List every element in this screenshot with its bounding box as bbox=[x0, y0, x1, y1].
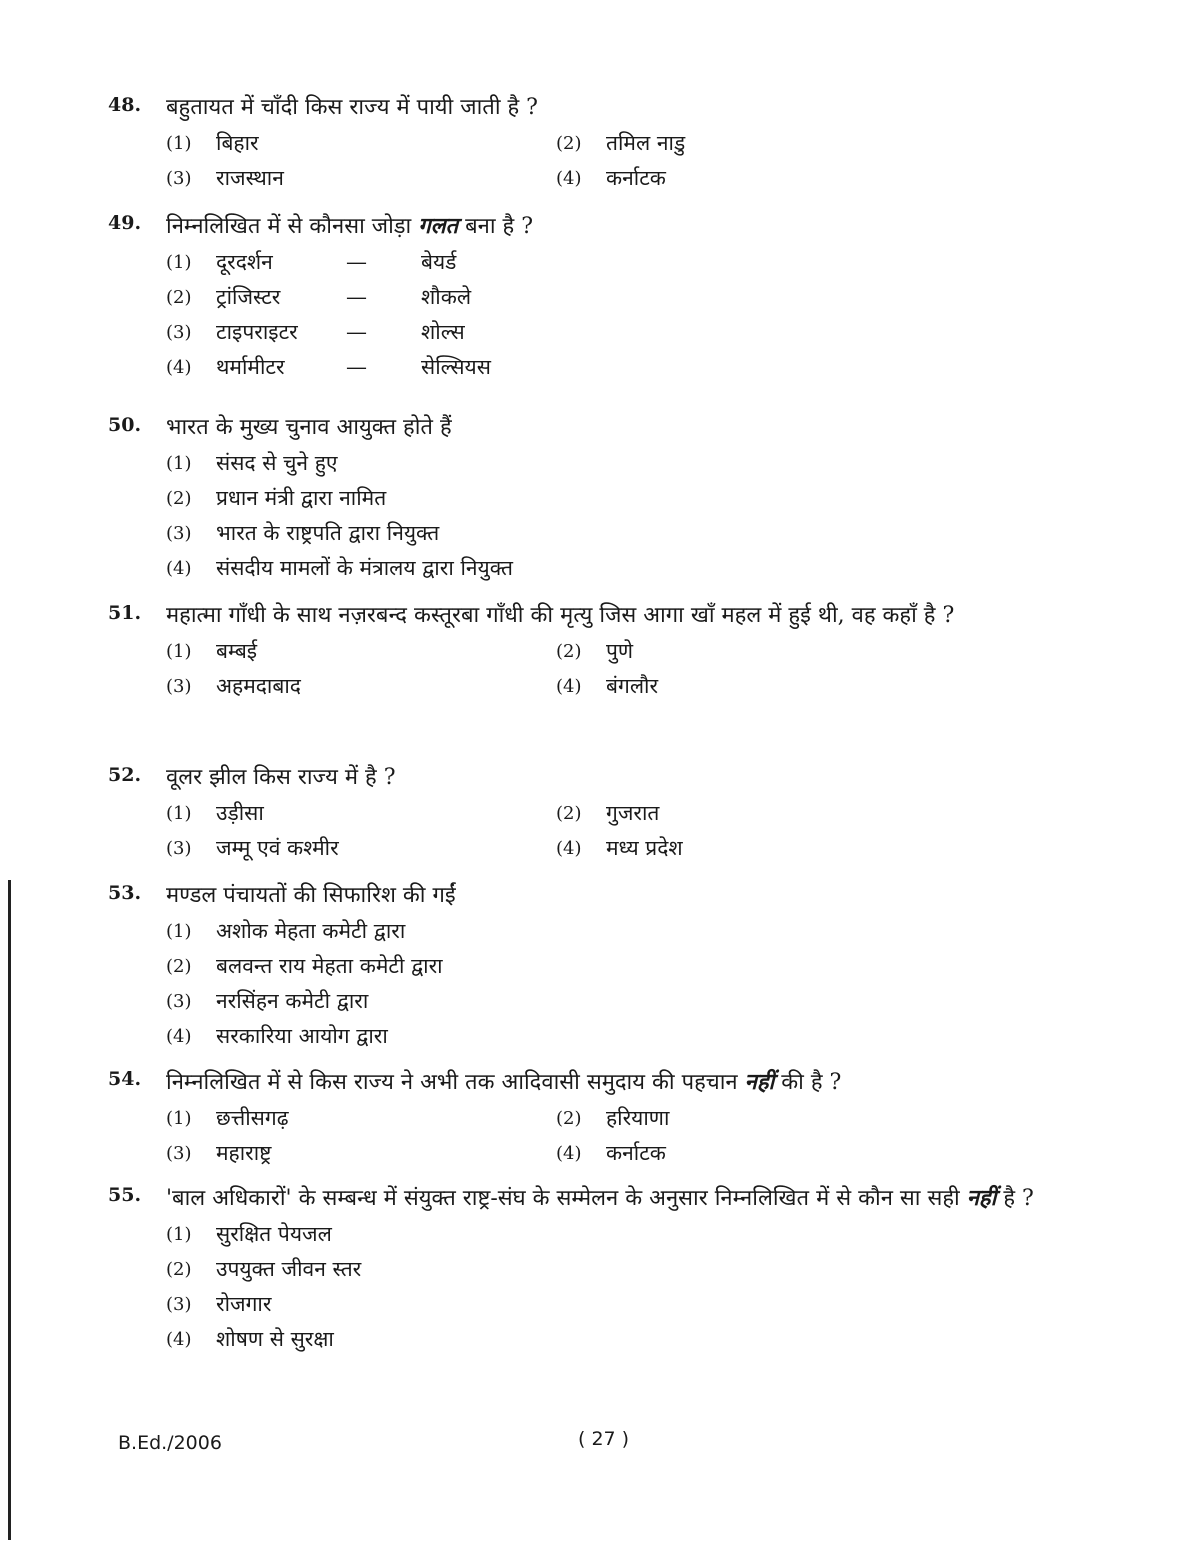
question-number: 52. bbox=[108, 764, 142, 786]
option-3: (3) भारत के राष्ट्रपति द्वारा नियुक्त bbox=[166, 521, 440, 545]
question-54 bbox=[108, 1064, 1098, 1171]
options bbox=[166, 245, 1098, 385]
option-1: (1) बिहार bbox=[166, 131, 259, 155]
option-1: (1) दूरदर्शन — बेयर्ड bbox=[166, 250, 457, 274]
question-text: निम्नलिखित में से कौनसा जोड़ा गलत बना है ? bbox=[166, 213, 534, 239]
emphasis: गलत bbox=[418, 213, 459, 239]
question-text: निम्नलिखित में से किस राज्य ने अभी तक आदिवासी समुदाय की पहचान नहीं की है ? bbox=[166, 1069, 842, 1095]
question-55 bbox=[108, 1180, 1098, 1357]
question-number: 51. bbox=[108, 602, 142, 624]
question-number: 55. bbox=[108, 1184, 142, 1206]
option-2: (2) ट्रांजिस्टर — शौकले bbox=[166, 285, 472, 309]
question-53 bbox=[108, 878, 1098, 1054]
question-number: 54. bbox=[108, 1068, 142, 1090]
question-text: मण्डल पंचायतों की सिफारिश की गईं bbox=[166, 883, 456, 908]
option-1: (1) छत्तीसगढ़ bbox=[166, 1106, 289, 1130]
option-2: (2) उपयुक्त जीवन स्तर bbox=[166, 1257, 362, 1281]
option-2: (2) हरियाणा bbox=[556, 1106, 670, 1130]
option-4: (4) मध्य प्रदेश bbox=[556, 836, 683, 860]
option-3: (3) अहमदाबाद bbox=[166, 674, 301, 698]
option-2: (2) तमिल नाडु bbox=[556, 131, 686, 155]
question-text: वूलर झील किस राज्य में है ? bbox=[166, 765, 396, 790]
page-number: ( 27 ) bbox=[578, 1428, 630, 1450]
option-3: (3) महाराष्ट्र bbox=[166, 1141, 272, 1165]
options bbox=[166, 446, 1098, 586]
option-2: (2) पुणे bbox=[556, 639, 634, 663]
option-4: (4) बंगलौर bbox=[556, 674, 659, 698]
option-3: (3) नरसिंहन कमेटी द्वारा bbox=[166, 989, 369, 1013]
question-51 bbox=[108, 598, 1098, 704]
option-4: (4) कर्नाटक bbox=[556, 166, 666, 190]
option-1: (1) सुरक्षित पेयजल bbox=[166, 1222, 332, 1246]
option-2: (2) बलवन्त राय मेहता कमेटी द्वारा bbox=[166, 954, 443, 978]
question-number: 48. bbox=[108, 94, 142, 116]
option-1: (1) अशोक मेहता कमेटी द्वारा bbox=[166, 919, 406, 943]
question-number: 50. bbox=[108, 414, 142, 436]
option-1: (1) उड़ीसा bbox=[166, 801, 264, 825]
option-4: (4) शोषण से सुरक्षा bbox=[166, 1327, 334, 1351]
option-3: (3) जम्मू एवं कश्मीर bbox=[166, 836, 339, 860]
option-4: (4) संसदीय मामलों के मंत्रालय द्वारा नियुक्त bbox=[166, 556, 513, 580]
option-4: (4) कर्नाटक bbox=[556, 1141, 666, 1165]
option-3: (3) टाइपराइटर — शोल्स bbox=[166, 320, 465, 344]
option-2: (2) गुजरात bbox=[556, 801, 660, 825]
question-50 bbox=[108, 410, 1098, 586]
question-number: 53. bbox=[108, 882, 142, 904]
emphasis: नहीं bbox=[966, 1185, 997, 1211]
emphasis: नहीं bbox=[744, 1069, 775, 1095]
scan-edge bbox=[8, 880, 11, 1540]
option-1: (1) बम्बई bbox=[166, 639, 258, 663]
exam-code: B.Ed./2006 bbox=[118, 1432, 222, 1454]
option-3: (3) रोजगार bbox=[166, 1292, 272, 1316]
question-text: 'बाल अधिकारों' के सम्बन्ध में संयुक्त राष्ट्र-संघ के सम्मेलन के अनुसार निम्नलिखित में से कौन सा सही नहीं है ? bbox=[166, 1185, 1034, 1211]
question-text: महात्मा गाँधी के साथ नज़रबन्द कस्तूरबा गाँधी की मृत्यु जिस आगा खाँ महल में हुई थी, वह कहाँ है ? bbox=[166, 603, 955, 628]
option-4: (4) थर्मामीटर — सेल्सियस bbox=[166, 355, 491, 379]
question-49 bbox=[108, 208, 1098, 385]
question-48 bbox=[108, 90, 1098, 196]
question-text: बहुतायत में चाँदी किस राज्य में पायी जाती है ? bbox=[166, 95, 538, 120]
option-2: (2) प्रधान मंत्री द्वारा नामित bbox=[166, 486, 387, 510]
options bbox=[166, 634, 1098, 704]
question-number: 49. bbox=[108, 212, 142, 234]
options bbox=[166, 126, 1098, 196]
options bbox=[166, 1217, 1098, 1357]
question-52 bbox=[108, 760, 1098, 866]
option-1: (1) संसद से चुने हुए bbox=[166, 451, 338, 475]
question-text: भारत के मुख्य चुनाव आयुक्त होते हैं bbox=[166, 415, 452, 440]
options bbox=[166, 1101, 1098, 1171]
option-4: (4) सरकारिया आयोग द्वारा bbox=[166, 1024, 388, 1048]
option-3: (3) राजस्थान bbox=[166, 166, 284, 190]
options bbox=[166, 796, 1098, 866]
options bbox=[166, 914, 1098, 1054]
